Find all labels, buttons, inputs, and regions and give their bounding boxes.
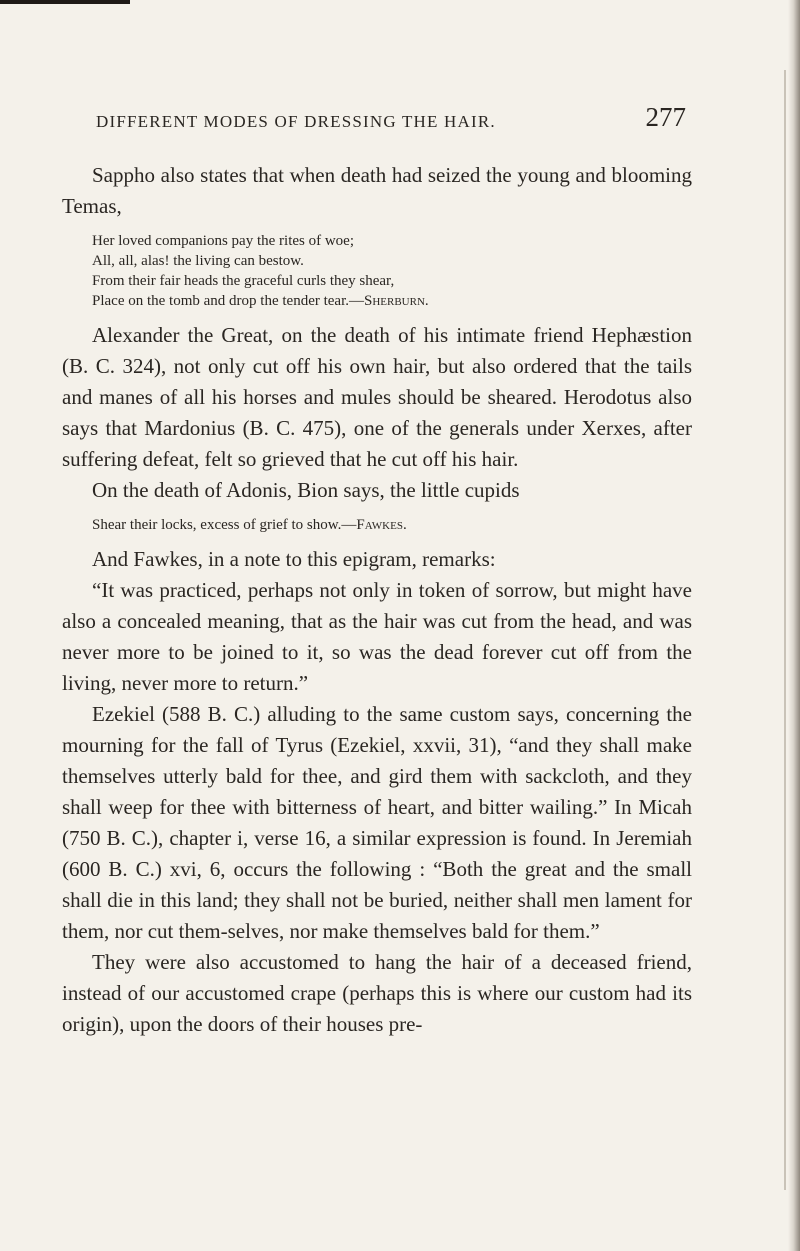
verse-line xyxy=(92,515,692,535)
verse-text: Place on the tomb and drop the tender tear.— xyxy=(92,293,364,309)
top-edge-rule xyxy=(0,0,130,4)
paragraph-adonis: On the death of Adonis, Bion says, the little cupids xyxy=(92,478,520,502)
paragraph-sappho: Sappho also states that when death had seized the young and blooming Temas, xyxy=(62,163,692,218)
running-head: DIFFERENT MODES OF DRESSING THE HAIR. xyxy=(96,112,496,131)
paragraph-hair-custom: They were also accustomed to hang the hair of a deceased friend, instead of our accustomed crape (perhaps this is where our custom had its origin), upon the doors of their houses pre- xyxy=(62,950,692,1036)
page-body xyxy=(62,160,692,1040)
verse-line: From their fair heads the graceful curls they shear, xyxy=(92,273,395,289)
verse-sherburn xyxy=(92,231,692,311)
gutter-line xyxy=(784,70,786,1190)
paragraph-fawkes-note: And Fawkes, in a note to this epigram, remarks: xyxy=(92,547,496,571)
page-header xyxy=(96,102,686,142)
paragraph-alexander: Alexander the Great, on the death of his intimate friend Hephæstion (B. C. 324), not only cut off his own hair, but also ordered that the tails and manes of all his horses and mules should be sheared. Herodotus also says that Mardonius (B. C. 475), one of the generals under Xerxes, after suffering defeat, felt so grieved that he cut off his hair. xyxy=(62,323,692,471)
verse-attribution: Fawkes. xyxy=(356,517,407,533)
book-spine-shadow xyxy=(788,0,800,1251)
verse-attribution: Sherburn. xyxy=(364,293,429,309)
paragraph-ezekiel: Ezekiel (588 B. C.) alluding to the same custom says, concerning the mourning for the fall of Tyrus (Ezekiel, xxvii, 31), “and they shall make themselves utterly bald for thee, and gird them with sackcloth, and they shall weep for thee with bitterness of heart, and bitter wailing.” In Micah (750 B. C.), chapter i, verse 16, a similar expression is found. In Jeremiah (600 B. C.) xvi, 6, occurs the following : “Both the great and the small shall die in this land; they shall not be buried, neither shall men lament for them, nor cut them-selves, nor make themselves bald for them.” xyxy=(62,702,692,943)
verse-fawkes xyxy=(92,515,692,535)
verse-line-last xyxy=(92,291,692,311)
verse-text: Shear their locks, excess of grief to show.— xyxy=(92,517,357,533)
verse-line: All, all, alas! the living can bestow. xyxy=(92,253,304,269)
verse-line: Her loved companions pay the rites of woe; xyxy=(92,233,355,249)
paragraph-quotation: “It was practiced, perhaps not only in token of sorrow, but might have also a concealed meaning, that as the hair was cut from the head, and was never more to be joined to it, so was the dead forever cut off from the living, never more to return.” xyxy=(62,578,692,695)
page-number: 277 xyxy=(645,102,686,132)
